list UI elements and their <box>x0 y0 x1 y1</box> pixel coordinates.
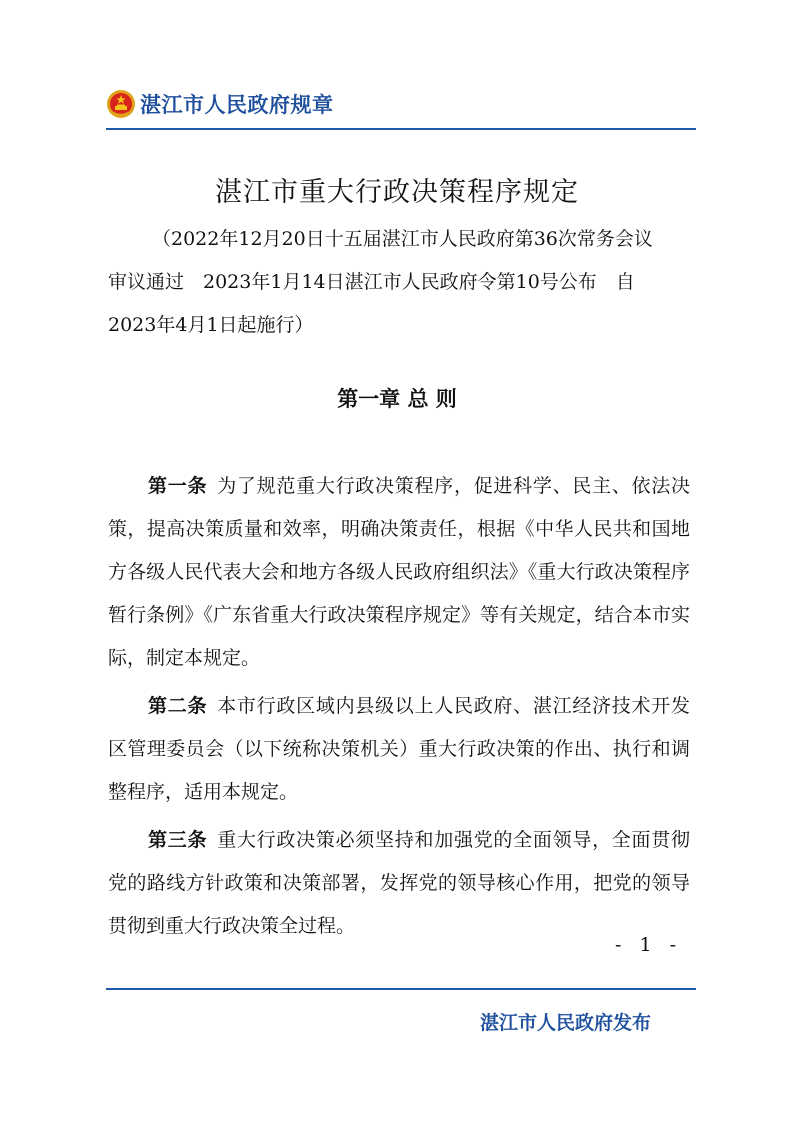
adoption-info-line-3: 2023年4月1日起施行） <box>108 314 314 336</box>
article-paragraph <box>108 819 690 948</box>
national-emblem-icon <box>106 89 136 119</box>
page-number: - 1 - <box>614 934 682 956</box>
article-text: 为了规范重大行政决策程序，促进科学、民主、依法决策，提高决策质量和效率，明确决策责任，根据《中华人民共和国地方各级人民代表大会和地方各级人民政府组织法》《重大行政决策程序暂行条例》《广东省重大行政决策程序规定》等有关规定，结合本市实际，制定本规定。 <box>108 475 690 669</box>
chapter-heading: 第一章 总 则 <box>337 387 457 411</box>
document-header <box>106 84 334 124</box>
footer-divider <box>106 988 696 990</box>
article-text: 重大行政决策必须坚持和加强党的全面领导，全面贯彻党的路线方针政策和决策部署，发挥党的领导核心作用，把党的领导贯彻到重大行政决策全过程。 <box>108 829 690 937</box>
header-title: 湛江市人民政府规章 <box>140 93 334 117</box>
publisher-footer: 湛江市人民政府发布 <box>480 1012 652 1034</box>
article-text: 本市行政区域内县级以上人民政府、湛江经济技术开发区管理委员会（以下统称决策机关）重大行政决策的作出、执行和调整程序，适用本规定。 <box>108 695 690 803</box>
document-title: 湛江市重大行政决策程序规定 <box>215 177 579 208</box>
article-list <box>108 465 690 953</box>
article-paragraph <box>108 465 690 680</box>
header-divider <box>106 128 696 130</box>
adoption-info <box>108 218 700 347</box>
article-number: 第二条 <box>148 695 208 717</box>
article-number: 第三条 <box>148 829 208 851</box>
adoption-info-line-2: 审议通过 2023年1月14日湛江市人民政府令第10号公布 自 <box>108 271 635 293</box>
article-number: 第一条 <box>148 475 208 497</box>
adoption-info-line-1: （2022年12月20日十五届湛江市人民政府第36次常务会议 <box>152 228 653 250</box>
article-paragraph <box>108 685 690 814</box>
